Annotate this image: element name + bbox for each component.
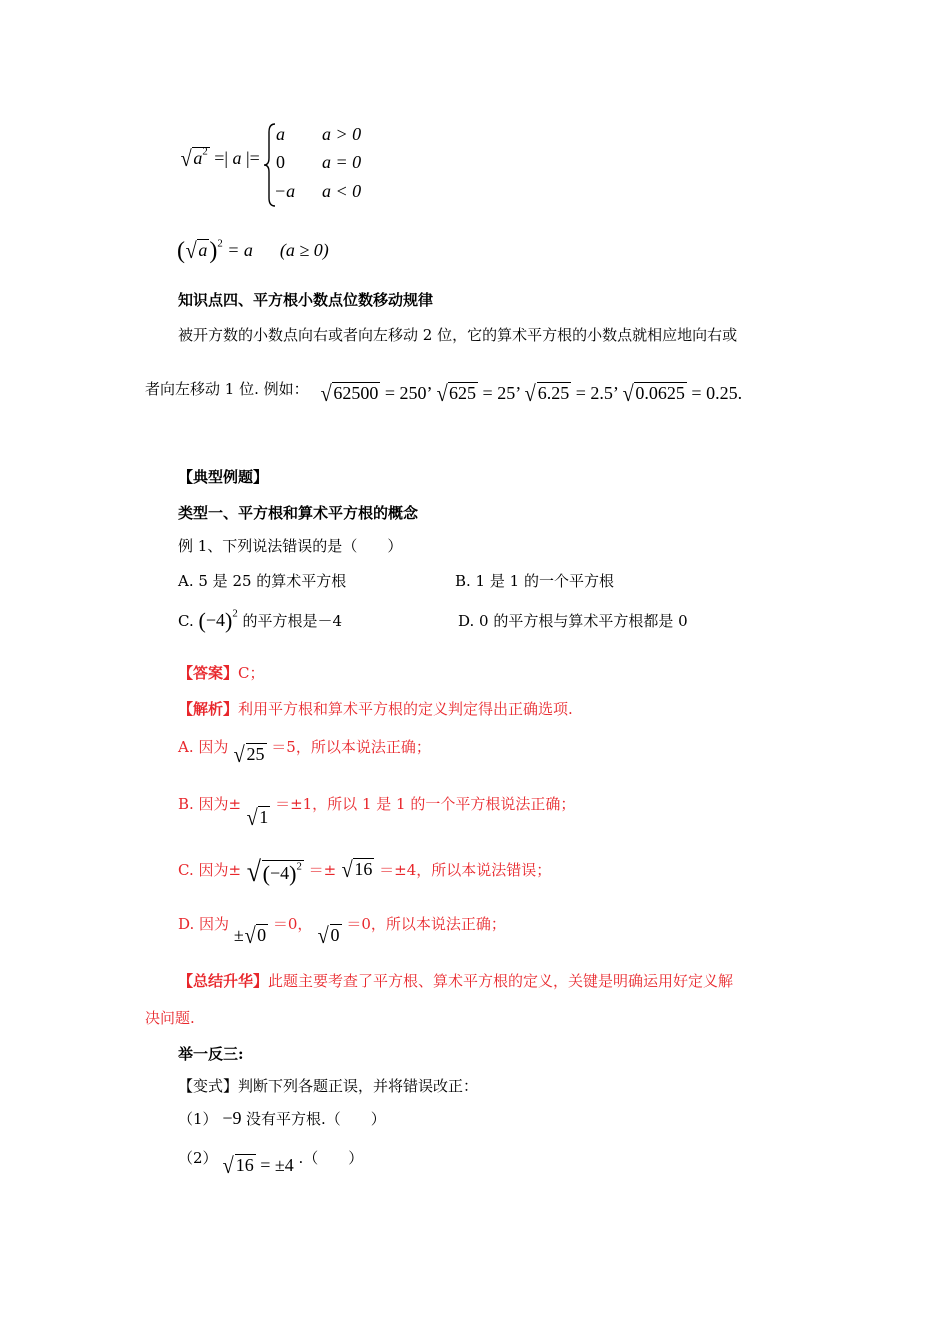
analysis-label: 【解析】 xyxy=(178,700,239,718)
summary-label: 【总结升华】 xyxy=(178,972,269,990)
sqrt-0: √0 xyxy=(317,923,340,948)
example-sqrt-4: √0.0625 xyxy=(622,381,685,406)
analysis-d-line: D. 因为 ±√0 ＝0， √0 ＝0，所以本说法正确； xyxy=(178,915,506,948)
example-sqrt-1: √62500 xyxy=(320,381,379,406)
variant-text: 判断下列各题正误，并将错误改正： xyxy=(238,1077,479,1095)
section4-line2-prefix: 者向左移动 1 位. 例如： xyxy=(145,380,309,398)
sqrt-examples: √62500 = 250’ √625 = 25’ √6.25 = 2.5’ √0.0625 = 0.25. xyxy=(320,381,743,406)
analysis-text: 利用平方根和算术平方根的定义判定得出正确选项. xyxy=(238,700,573,718)
type1-heading: 类型一、平方根和算术平方根的概念 xyxy=(178,504,419,522)
analysis-c-line: C. 因为± $√(-4)^2 =\pm √16 =\pm 4$，所以本说法错误； xyxy=(178,856,552,888)
formula-square-of-sqrt: $(√a)^2 = a$ (a ≥ 0) xyxy=(177,237,329,264)
case-2-condition: a = 0 xyxy=(322,152,362,172)
answer-value: C； xyxy=(238,664,265,682)
case-2-value: 0 xyxy=(276,152,285,172)
option-c: C. $(-4)^2$ 的平方根是－4 xyxy=(178,607,343,633)
formula-abs-value: $√a^2$ =| a |= xyxy=(180,145,260,171)
variant-item-1: （1） −9 没有平方根.（ ） xyxy=(178,1108,386,1128)
sqrt-16-pm4: √16 = ±4 xyxy=(222,1153,294,1178)
sqrt-25: √25 xyxy=(233,742,265,767)
case-3-condition: a < 0 xyxy=(322,181,362,201)
analysis-a-line: A. 因为 √25 ＝5，所以本说法正确； xyxy=(178,738,431,767)
example1-question: 例 1、下列说法错误的是（ ） xyxy=(178,537,403,555)
answer-label: 【答案】 xyxy=(178,664,239,682)
practice-heading: 举一反三: xyxy=(178,1045,244,1063)
variant-line xyxy=(178,1075,478,1096)
option-d: D. 0 的平方根与算术平方根都是 0 xyxy=(458,612,688,630)
summary-text: 此题主要考查了平方根、算术平方根的定义，关键是明确运用好定义解 xyxy=(268,972,734,990)
sqrt-1: √1 xyxy=(246,805,269,830)
variant-item-2: （2） √16 = ±4 .（ ） xyxy=(178,1149,364,1178)
case-1-value: a xyxy=(276,124,285,144)
case-1-condition: a > 0 xyxy=(322,124,362,144)
answer-line xyxy=(178,662,265,683)
option-b: B. 1 是 1 的一个平方根 xyxy=(455,572,614,590)
case-3-value: −a xyxy=(274,181,296,201)
option-c-expression: $(-4)^2$ xyxy=(198,607,238,633)
sqrt-a-squared: $√a^2$ xyxy=(180,145,208,171)
section4-heading: 知识点四、平方根小数点位数移动规律 xyxy=(178,291,434,309)
summary-line1 xyxy=(178,970,733,991)
example-sqrt-3: √6.25 xyxy=(524,381,570,406)
analysis-line xyxy=(178,698,573,719)
section4-line1: 被开方数的小数点向右或者向左移动 2 位，它的算术平方根的小数点就相应地向右或 xyxy=(178,326,738,344)
sqrt-16: √16 xyxy=(341,857,373,882)
sqrt-neg4-squared: $√(-4)^2$ xyxy=(246,856,302,888)
example-sqrt-2: √625 xyxy=(436,381,477,406)
section4-line2 xyxy=(145,378,309,399)
examples-heading: 【典型例题】 xyxy=(178,468,269,486)
analysis-b-line: B. 因为± √1 ＝±1，所以 1 是 1 的一个平方根说法正确； xyxy=(178,795,576,830)
variant-label: 【变式】 xyxy=(178,1077,239,1095)
pm-sqrt-0: ±√0 xyxy=(233,923,267,948)
option-a: A. 5 是 25 的算术平方根 xyxy=(178,572,347,590)
summary-line2: 决问题. xyxy=(145,1009,195,1027)
